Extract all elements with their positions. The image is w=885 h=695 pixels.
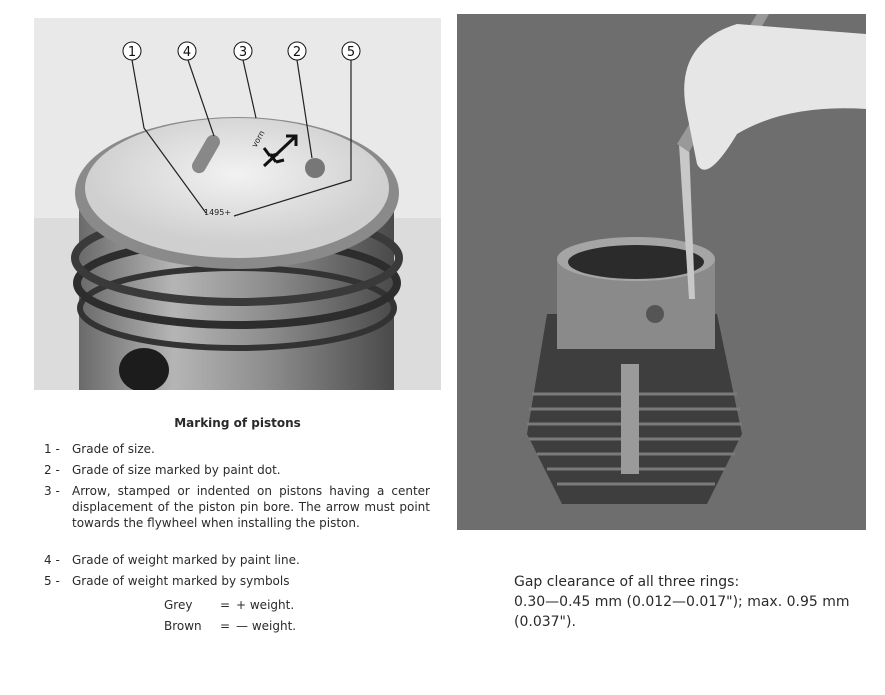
item-number: 1 - <box>44 442 60 456</box>
grade-sign: + weight. <box>236 598 295 612</box>
item-text: Grade of weight marked by paint line. <box>72 553 300 567</box>
callout-2: 2 <box>292 45 302 60</box>
item-number: 5 - <box>44 574 60 588</box>
list-item <box>44 462 430 478</box>
callout-3: 3 <box>238 45 248 60</box>
callout-1: 1 <box>127 45 137 60</box>
gap-line-1: Gap clearance of all three rings: <box>514 574 740 590</box>
list-item <box>44 573 430 589</box>
grade-equals: = <box>219 619 231 633</box>
ring-gap-measurement-photo <box>457 14 866 530</box>
item-text: Grade of size marked by paint dot. <box>72 463 281 477</box>
list-item <box>44 552 430 568</box>
list-item <box>44 441 430 457</box>
callout-4: 4 <box>182 45 192 60</box>
item-number: 3 - <box>44 484 60 498</box>
grade-sign: — weight. <box>236 619 297 633</box>
item-text: Grade of weight marked by symbols <box>72 574 290 588</box>
item-text: Arrow, stamped or indented on pistons having a center displacement of the piston pin bore. The arrow must point towards the flywheel when installing the piston. <box>72 484 430 530</box>
arrow-stamp-text: vorn <box>249 129 267 149</box>
piston-markings-photo <box>34 18 441 390</box>
callout-5: 5 <box>346 45 356 60</box>
item-text: Grade of size. <box>72 442 155 456</box>
caption-title: Marking of pistons <box>174 416 301 430</box>
grade-color: Grey <box>164 598 193 612</box>
grade-row-brown <box>164 619 296 633</box>
list-item <box>44 483 430 531</box>
grade-equals: = <box>219 598 231 612</box>
gap-clearance-caption <box>514 572 879 632</box>
item-number: 2 - <box>44 463 60 477</box>
gap-line-3: (0.037"). <box>514 614 576 630</box>
size-stamp-text: 1495+ <box>204 208 232 217</box>
grade-row-grey <box>164 598 294 612</box>
gap-line-2: 0.30—0.45 mm (0.012—0.017"); max. 0.95 mm <box>514 594 850 610</box>
item-number: 4 - <box>44 553 60 567</box>
grade-color: Brown <box>164 619 202 633</box>
